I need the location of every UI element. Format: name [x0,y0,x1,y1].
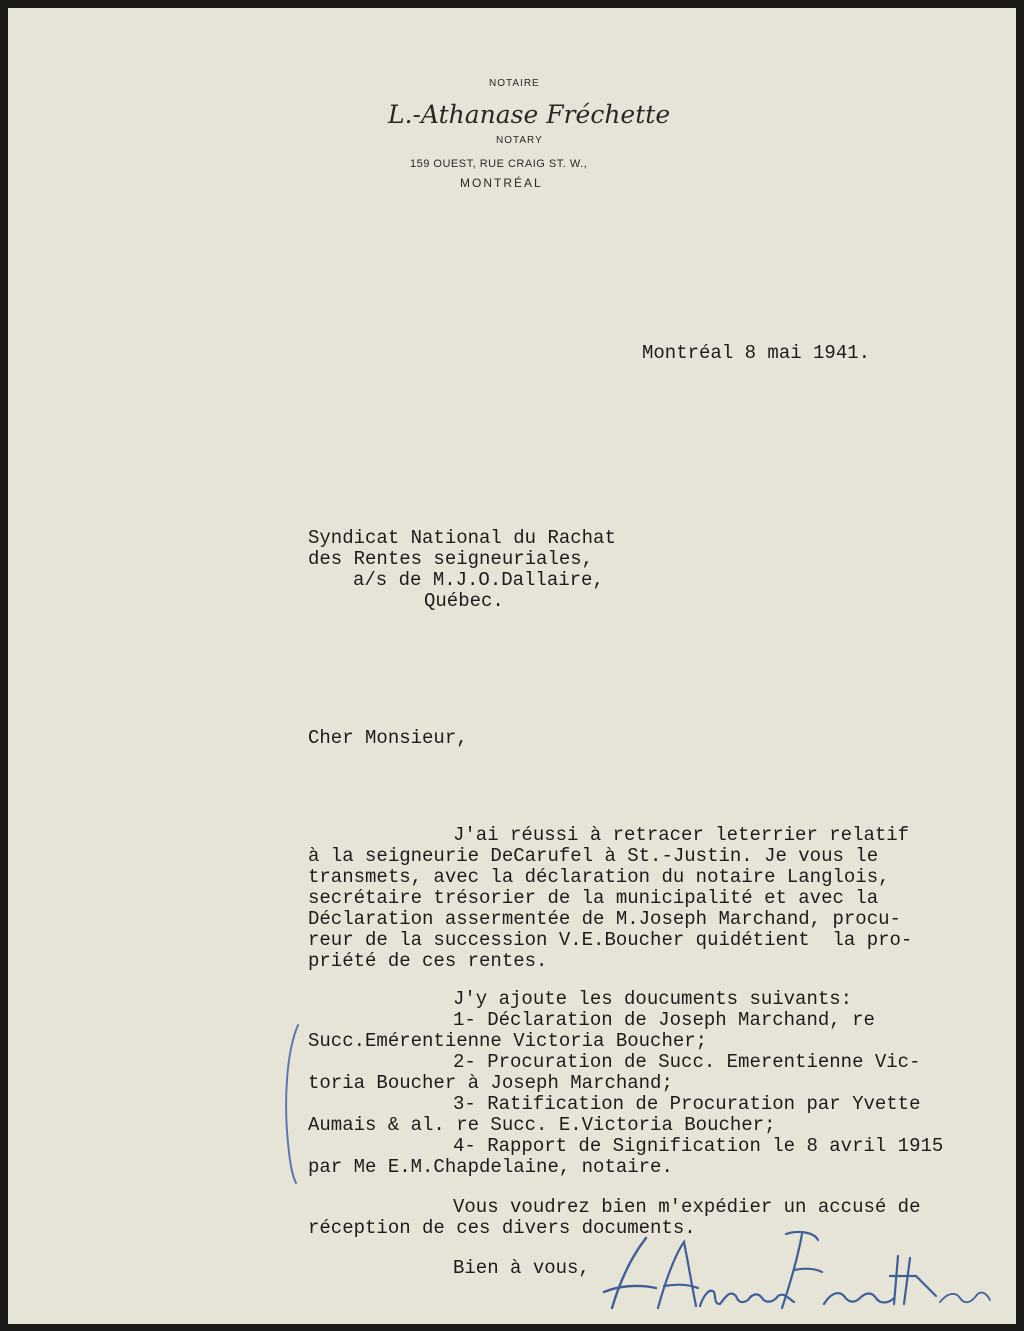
recipient-line-1: Syndicat National du Rachat [308,527,616,549]
list-item: 4- Rapport de Signification le 8 avril 1915 [453,1135,944,1157]
recipient-line-2: des Rentes seigneuriales, [308,548,594,570]
closing-paragraph-line: réception de ces divers documents. [308,1217,696,1239]
body-line: à la seigneurie DeCarufel à St.-Justin. Je vous le [308,845,879,867]
body-line: priété de ces rentes. [308,950,548,972]
body-line: reur de la succession V.E.Boucher quidétient la pro- [308,929,913,951]
list-item: 2- Procuration de Succ. Emerentienne Vic- [453,1051,921,1073]
letterhead-notaire: NOTAIRE [489,78,540,89]
list-item: Aumais & al. re Succ. E.Victoria Boucher; [308,1114,776,1136]
closing: Bien à vous, [453,1257,590,1279]
letter-page [8,8,1016,1324]
list-item: Succ.Emérentienne Victoria Boucher; [308,1030,708,1052]
margin-bracket-mark [278,1023,308,1188]
closing-paragraph-line: Vous voudrez bien m'expédier un accusé de [453,1196,921,1218]
date-line: Montréal 8 mai 1941. [642,342,871,364]
letterhead-address: 159 OUEST, RUE CRAIG ST. W., [410,158,588,170]
body-line: J'ai réussi à retracer leterrier relatif [453,824,910,846]
body-line: transmets, avec la déclaration du notaire Langlois, [308,866,890,888]
body-line: Déclaration assermentée de M.Joseph Marchand, procu- [308,908,901,930]
list-intro: J'y ajoute les doucuments suivants: [453,988,853,1010]
recipient-line-4: Québec. [424,590,504,612]
recipient-line-3: a/s de M.J.O.Dallaire, [353,569,604,591]
handwritten-signature [598,1226,998,1321]
salutation: Cher Monsieur, [308,727,468,749]
body-line: secrétaire trésorier de la municipalité et avec la [308,887,879,909]
letterhead-name: L.-Athanase Fréchette [388,100,671,129]
letterhead-notary: NOTARY [496,135,543,146]
list-item: 3- Ratification de Procuration par Yvette [453,1093,921,1115]
list-item: toria Boucher à Joseph Marchand; [308,1072,673,1094]
letterhead-city: MONTRÉAL [460,176,543,190]
list-item: 1- Déclaration de Joseph Marchand, re [453,1009,875,1031]
list-item: par Me E.M.Chapdelaine, notaire. [308,1156,673,1178]
